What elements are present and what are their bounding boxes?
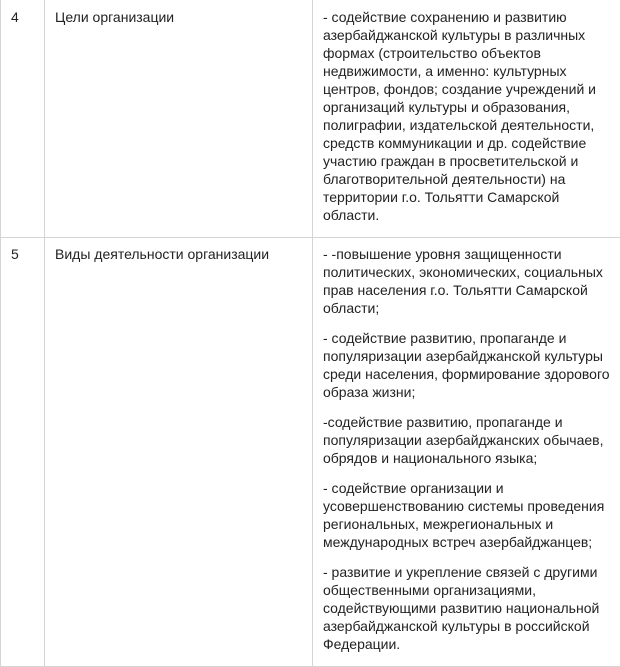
row-description-cell	[313, 238, 620, 667]
description-paragraph: - содействие сохранению и развитию азербайджанской культуры в различных формах (строительство объектов недвижимости, а именно: культурных центров, фондов; создание учреждений и организаций культуры и образования, полиграфии, издательской деятельности, средств коммуникации и др. содействие участию граждан в просветительской и благотворительной деятельности) на территории г.о. Тольятти Самарской области.	[323, 8, 615, 224]
description-paragraph: -содействие развитию, пропаганде и популяризации азербайджанских обычаев, обрядов и национального языка;	[323, 413, 615, 467]
row-number: 4	[1, 0, 44, 39]
table-row	[1, 238, 620, 667]
row-name: Виды деятельности организации	[45, 238, 312, 276]
description-paragraph: - содействие организации и усовершенствованию системы проведения региональных, межрегиональных и международных встреч азербайджанцев;	[323, 479, 615, 551]
table-row	[1, 0, 620, 238]
row-name-cell	[45, 238, 313, 667]
row-number-cell	[1, 0, 45, 238]
description-paragraph: - содействие развитию, пропаганде и популяризации азербайджанской культуры среди населения, формирование здорового образа жизни;	[323, 329, 615, 401]
description-paragraph: - развитие и укрепление связей с другими общественными организациями, содействующими развитию национальной азербайджанской культуры в российской Федерации.	[323, 563, 615, 653]
row-description-cell	[313, 0, 620, 238]
row-number: 5	[1, 238, 44, 276]
row-name-cell	[45, 0, 313, 238]
row-name: Цели организации	[45, 0, 312, 39]
description-paragraph: - -повышение уровня защищенности политических, экономических, социальных прав населения г.о. Тольятти Самарской области;	[323, 245, 615, 317]
row-description	[313, 238, 620, 666]
row-number-cell	[1, 238, 45, 667]
row-description	[313, 0, 620, 237]
